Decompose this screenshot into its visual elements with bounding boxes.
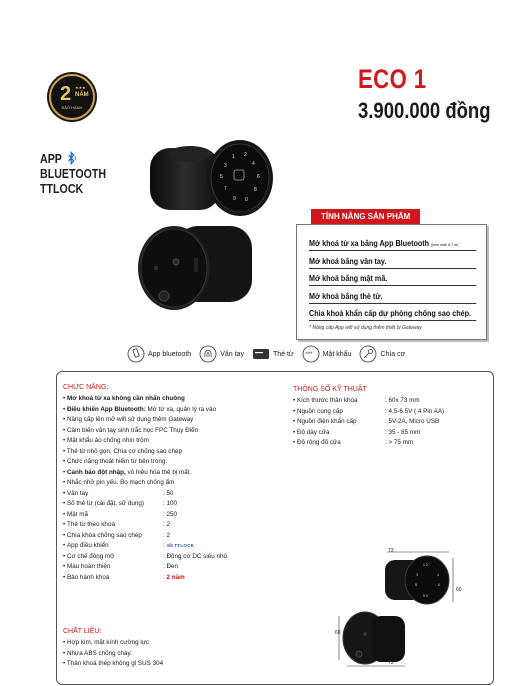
function-item: • Chức năng thoát hiểm từ bên trong.	[63, 457, 216, 468]
function-spec-row: • Chìa khóa chống sao chép : 2	[63, 531, 216, 542]
function-spec-row: • Mật mã : 250	[63, 510, 216, 521]
warranty-caption: BẢO HÀNH	[61, 105, 83, 110]
warranty-unit: NĂM	[75, 92, 89, 98]
app-label-line2: BLUETOOTH	[40, 166, 107, 181]
function-spec-row: • Thẻ từ theo khoá : 2	[63, 520, 216, 531]
function-spec-row: • Vân tay : 50	[63, 489, 216, 500]
warranty-years: 2	[60, 83, 72, 105]
function-item: • Nhắc nhở pin yếu. Bo mạch chống ẩm	[63, 478, 216, 489]
spec-row: • Nguồn điện khẩn cấp : 5V-2A, Micro USB	[293, 417, 357, 428]
spec-row: • Kích thước thân khóa : 60x 73 mm	[293, 396, 357, 407]
feature-tag: TÍNH NĂNG SẢN PHẨM	[311, 209, 420, 224]
app-label-line1: APP	[40, 151, 62, 166]
unlock-method-row	[127, 345, 413, 363]
feature-note: * Nâng cấp App wifi sử dụng thêm thiết bị Gateway	[309, 324, 422, 331]
svg-text:7: 7	[224, 186, 227, 192]
svg-text:6: 6	[257, 174, 260, 180]
warranty-badge	[49, 74, 95, 120]
svg-text:9: 9	[233, 196, 236, 202]
svg-text:1: 1	[232, 154, 235, 160]
function-spec-row: • App điều khiển : TTLOCK	[63, 541, 216, 552]
product-title: ECO 1	[358, 64, 427, 94]
dimension-height-label-back: 60	[335, 630, 341, 636]
dimension-height-label: 60	[456, 587, 462, 593]
material-item: • Nhựa ABS chống cháy.	[63, 649, 163, 660]
feature-line: Mở khoá bằng thẻ từ.	[309, 290, 477, 304]
password-icon	[302, 345, 320, 363]
feature-line: Mở khoá từ xa bằng App Bluetooth (kèm màn 5-7 m)	[309, 237, 477, 251]
lock-back-image	[136, 220, 256, 316]
method-card: Thẻ từ	[252, 345, 294, 363]
svg-text:3: 3	[416, 573, 418, 577]
ttlock-logo-icon	[167, 542, 173, 548]
feature-line: Mở khoá bằng vân tay.	[309, 255, 477, 269]
card-icon	[252, 348, 270, 360]
feature-box	[296, 224, 487, 340]
svg-text:***: ***	[305, 352, 313, 358]
function-item: • Nâng cấp lên mở wifi sử dụng thêm Gateway	[63, 415, 216, 426]
function-item: • Mật khẩu ảo chống nhìn trộm	[63, 436, 216, 447]
app-label-line3: TTLOCK	[40, 181, 84, 196]
function-spec-row: • Cơ chế đóng mở : Động cơ DC siêu nhỏ	[63, 552, 216, 563]
svg-text:5: 5	[415, 583, 417, 587]
key-icon	[359, 345, 377, 363]
bluetooth-icon	[66, 151, 77, 165]
method-app-bluetooth: App bluetooth	[127, 345, 191, 363]
badge-stars: ★★★	[75, 85, 86, 90]
spec-panel	[56, 371, 494, 685]
dimension-front-image	[379, 546, 459, 614]
phone-hand-icon	[127, 345, 145, 363]
materials-list	[63, 638, 163, 670]
function-item: • Thẻ từ nhỏ gọn, Chìa cơ chống sao chép	[63, 447, 216, 458]
svg-text:2: 2	[244, 152, 247, 158]
svg-text:6: 6	[438, 583, 440, 587]
spec-row: • Độ rộng đố cửa : > 75 mm	[293, 438, 357, 449]
function-item: • Cảnh báo đột nhập, vô hiệu hóa thẻ bị mất.	[63, 468, 216, 479]
method-fingerprint: Vân tay	[199, 345, 244, 363]
svg-text:4: 4	[437, 573, 439, 577]
lock-front-image	[148, 134, 276, 224]
function-item: • Điều khiển App Bluetooth: Mở từ xa, quản lý ra vào	[63, 405, 216, 416]
material-item: • Hợp kim, mặt kính cường lực	[63, 638, 163, 649]
functions-title: CHỨC NĂNG:	[63, 384, 109, 391]
feature-line: Mở khoá bằng mật mã.	[309, 272, 477, 286]
svg-text:1 2: 1 2	[423, 563, 428, 567]
spec-row: • Nguồn cung cấp : 4.5-6.5V ( 4 Pin AA)	[293, 407, 357, 418]
materials-title: CHẤT LIỆU:	[63, 628, 102, 635]
method-key: Chìa cơ	[359, 345, 405, 363]
specs-title: THÔNG SỐ KỸ THUẬT	[293, 386, 367, 393]
svg-text:3: 3	[224, 163, 227, 169]
dimension-width-label: 73	[388, 548, 394, 554]
function-item: • Mở khoá từ xa không cần nhấn chuông	[63, 394, 216, 405]
app-bluetooth-label	[40, 151, 106, 196]
svg-text:0: 0	[245, 197, 248, 203]
function-spec-row: • Số thẻ từ (cài đặt, sử dụng) : 100	[63, 499, 216, 510]
svg-text:4: 4	[252, 161, 255, 167]
method-password: *** Mật khẩu	[302, 345, 352, 363]
dimension-back-image	[331, 608, 411, 670]
function-spec-row: • Màu hoàn thiện : Đen	[63, 562, 216, 573]
feature-line: Chìa khoá khẩn cấp dự phòng chống sao chép.	[309, 307, 477, 321]
function-item: • Cảm biến vân tay sinh trắc học FPC Thụy Điển	[63, 426, 216, 437]
product-price: 3.900.000 đồng	[358, 98, 491, 123]
svg-text:5: 5	[220, 174, 223, 180]
svg-text:8: 8	[254, 187, 257, 193]
function-spec-row: • Bảo hành khoá : 2 năm	[63, 573, 216, 584]
svg-text:9 0: 9 0	[423, 594, 428, 598]
material-item: • Thân khoá thép không gỉ SUS 304	[63, 659, 163, 670]
functions-list	[63, 394, 227, 583]
fingerprint-icon	[199, 345, 217, 363]
specs-list	[293, 396, 445, 449]
spec-row: • Độ dày cửa : 35 - 85 mm	[293, 428, 357, 439]
dimension-width-label-back: 73	[388, 660, 394, 666]
